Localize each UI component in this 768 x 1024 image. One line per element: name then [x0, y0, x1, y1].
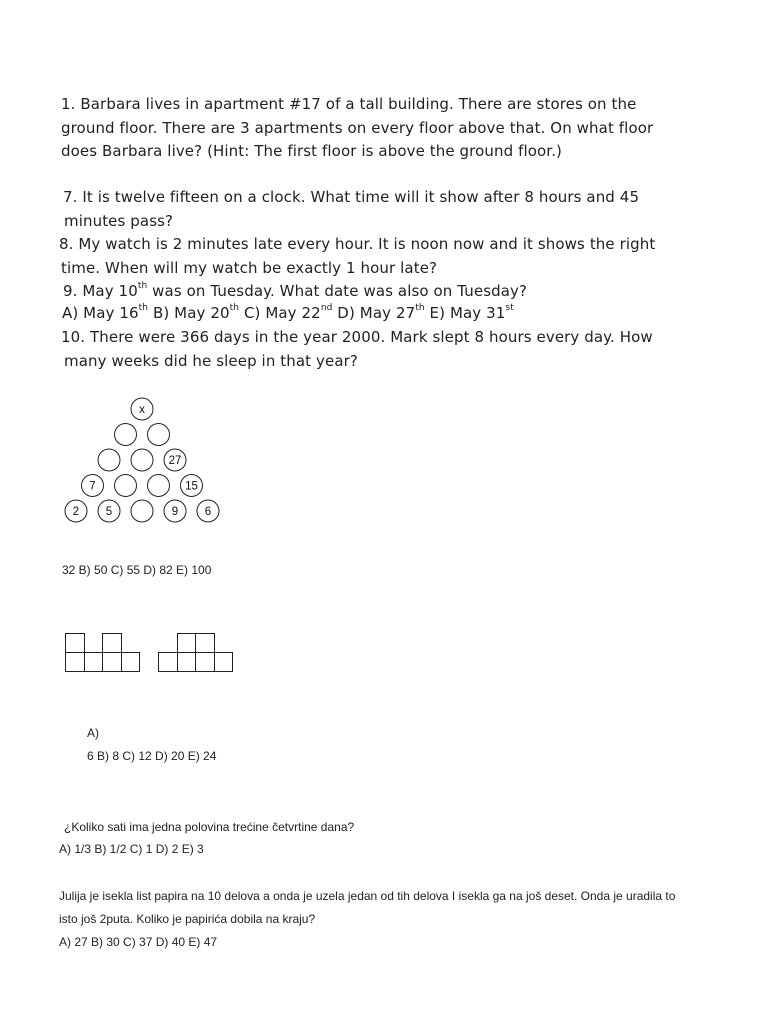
pyramid-cell	[98, 449, 120, 471]
pyramid-cell	[197, 500, 219, 522]
pyramid-cell	[115, 475, 137, 497]
pyramid-cell	[65, 500, 87, 522]
pyramid-cell	[164, 449, 186, 471]
pyramid-cell-value: 27	[168, 455, 182, 467]
pyramid-cell-value: 5	[105, 506, 113, 518]
pyramid-cell	[131, 398, 153, 420]
q7-line-1: 7. It is twelve fifteen on a clock. What time will it show after 8 hours and 45	[63, 188, 640, 206]
pyramid-cell	[82, 475, 104, 497]
q10-line-2: many weeks did he sleep in that year?	[64, 352, 358, 370]
q1-line-2: ground floor. There are 3 apartments on every floor above that. On what floor	[61, 119, 654, 137]
pyramid-cell-value: 9	[171, 506, 179, 518]
pyramid-cell	[164, 500, 186, 522]
pyramid-cell	[131, 500, 153, 522]
q8-line-1: 8. My watch is 2 minutes late every hour. It is noon now and it shows the right	[59, 235, 656, 253]
pyramid-cell-value: 2	[72, 506, 80, 518]
pyramid-cell	[131, 449, 153, 471]
block-figure-left	[64, 632, 142, 674]
q8-line-2: time. When will my watch be exactly 1 hour late?	[61, 259, 438, 277]
pyramid-answer-options: 32 B) 50 C) 55 D) 82 E) 100	[62, 563, 212, 577]
q7-line-2: minutes pass?	[64, 212, 174, 230]
figure-answer-label: A)	[87, 726, 99, 740]
pyramid-cell-value: 6	[204, 506, 212, 518]
hours-question: ¿Koliko sati ima jedna polovina trećine četvrtine dana?	[64, 820, 355, 834]
paper-question-line-1: Julija je isekla list papira na 10 delova a onda je uzela jedan od tih delova I isekla ga na još deset. Onda je uradila to	[59, 889, 676, 903]
pyramid-cell-value: 15	[185, 480, 198, 493]
pyramid-cell-value: 7	[89, 480, 96, 493]
q10-line-1: 10. There were 366 days in the year 2000. Mark slept 8 hours every day. How	[61, 328, 653, 346]
pyramid-cell	[115, 424, 137, 446]
paper-answer-options: A) 27 B) 30 C) 37 D) 40 E) 47	[59, 935, 218, 949]
pyramid-cell	[148, 424, 170, 446]
hours-answer-options: A) 1/3 B) 1/2 C) 1 D) 2 E) 3	[59, 842, 204, 856]
q1-line-3: does Barbara live? (Hint: The first floor is above the ground floor.)	[61, 142, 563, 160]
pyramid-cell	[148, 475, 170, 497]
paper-question-line-2: isto još 2puta. Koliko je papirića dobila na kraju?	[59, 912, 316, 926]
pyramid-cell	[98, 500, 120, 522]
pyramid-cell-value: x	[139, 404, 145, 416]
q1-line-1: 1. Barbara lives in apartment #17 of a tall building. There are stores on the	[61, 95, 637, 113]
block-figure-right	[157, 632, 235, 674]
pyramid-cell	[181, 475, 203, 497]
q9-question: 9. May 10th was on Tuesday. What date was also on Tuesday?	[63, 281, 528, 300]
figure-answer-options: 6 B) 8 C) 12 D) 20 E) 24	[87, 749, 217, 763]
number-pyramid	[55, 390, 235, 530]
q9-answers: A) May 16th B) May 20th C) May 22nd D) May 27th E) May 31st	[62, 303, 514, 322]
